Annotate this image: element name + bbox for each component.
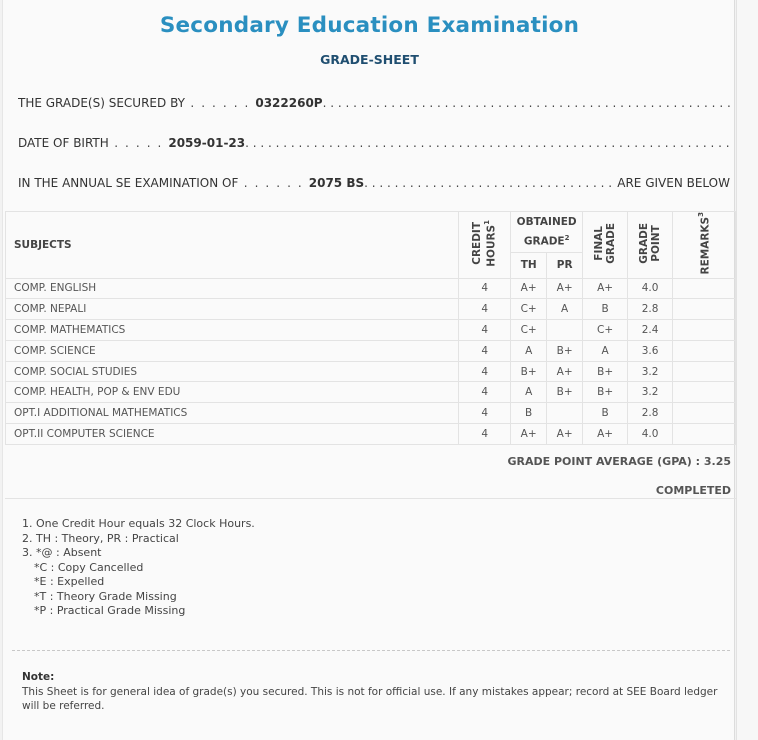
grades-table [5, 211, 736, 445]
footnote-item: *P : Practical Grade Missing [34, 604, 186, 617]
cell-credit: 4 [459, 278, 511, 299]
cell-th: C+ [511, 299, 547, 320]
cell-final: C+ [583, 320, 628, 341]
cell-final: B+ [583, 382, 628, 403]
footnotes [22, 517, 255, 619]
header-subjects: SUBJECTS [6, 212, 459, 279]
cell-subject: COMP. MATHEMATICS [6, 320, 459, 341]
cell-final: A+ [583, 424, 628, 445]
cell-remarks [673, 361, 736, 382]
cell-pr [547, 403, 583, 424]
cell-gp: 4.0 [628, 424, 673, 445]
cell-pr: B+ [547, 340, 583, 361]
cell-final: B+ [583, 361, 628, 382]
footnote-item: 1. One Credit Hour equals 32 Clock Hours. [22, 517, 255, 530]
cell-gp: 3.6 [628, 340, 673, 361]
header-pr: PR [547, 253, 583, 278]
table-row [6, 278, 736, 299]
cell-subject: COMP. HEALTH, POP & ENV EDU [6, 382, 459, 403]
cell-th: A [511, 340, 547, 361]
table-row [6, 424, 736, 445]
cell-gp: 3.2 [628, 361, 673, 382]
cell-remarks [673, 320, 736, 341]
secured-label: THE GRADE(S) SECURED BY [18, 96, 185, 110]
cell-pr: A+ [547, 361, 583, 382]
footnote-item: 3. *@ : Absent [22, 546, 102, 559]
cell-th: A [511, 382, 547, 403]
cell-final: A [583, 340, 628, 361]
cell-subject: COMP. SOCIAL STUDIES [6, 361, 459, 382]
table-row [6, 299, 736, 320]
exam-year: 2075 BS [308, 176, 365, 190]
footnote-item: *C : Copy Cancelled [34, 560, 144, 574]
disclaimer-note [22, 670, 722, 714]
exam-label: IN THE ANNUAL SE EXAMINATION OF [18, 176, 239, 190]
cell-subject: OPT.II COMPUTER SCIENCE [6, 424, 459, 445]
note-title: Note: [22, 671, 55, 683]
footnote-item: 2. TH : Theory, PR : Practical [22, 531, 179, 545]
info-dob: DATE OF BIRTH . . . . . 2059-01-23 . . . [18, 136, 730, 150]
cell-remarks [673, 278, 736, 299]
exam-tail: ARE GIVEN BELOW [617, 176, 730, 190]
table-row [6, 361, 736, 382]
cell-pr: A+ [547, 424, 583, 445]
cell-pr [547, 320, 583, 341]
cell-th: A+ [511, 278, 547, 299]
cell-credit: 4 [459, 424, 511, 445]
info-exam: IN THE ANNUAL SE EXAMINATION OF . . . . . . 2075 BS . . . ARE GIVEN BELOW [18, 176, 730, 190]
cell-final: A+ [583, 278, 628, 299]
symbol-number: 0322260P [255, 96, 323, 110]
cell-credit: 4 [459, 382, 511, 403]
cell-credit: 4 [459, 320, 511, 341]
cell-gp: 4.0 [628, 278, 673, 299]
cell-remarks [673, 403, 736, 424]
cell-gp: 2.8 [628, 299, 673, 320]
dob-label: DATE OF BIRTH [18, 136, 109, 150]
header-final-grade: FINAL GRADE [583, 212, 628, 279]
cell-subject: OPT.I ADDITIONAL MATHEMATICS [6, 403, 459, 424]
cell-credit: 4 [459, 340, 511, 361]
table-row [6, 320, 736, 341]
header-remarks: REMARKS$^3$ [673, 212, 736, 279]
cell-credit: 4 [459, 299, 511, 320]
table-row [6, 340, 736, 361]
cell-pr: A [547, 299, 583, 320]
page-title: Secondary Education Examination [159, 13, 580, 38]
cell-remarks [673, 299, 736, 320]
cell-pr: B+ [547, 382, 583, 403]
header-credit-hours: CREDIT HOURS$^1$ [459, 212, 511, 279]
cell-subject: COMP. ENGLISH [6, 278, 459, 299]
grade-sheet-page [2, 0, 735, 740]
dob-value: 2059-01-23 [168, 136, 246, 150]
page-subtitle: GRADE-SHEET [320, 52, 419, 67]
cell-gp: 3.2 [628, 382, 673, 403]
info-secured-by: THE GRADE(S) SECURED BY . . . . . . 0322260P . . . [18, 96, 730, 110]
cell-subject: COMP. NEPALI [6, 299, 459, 320]
page-scroll-area [736, 0, 758, 740]
divider [5, 498, 736, 499]
cell-credit: 4 [459, 403, 511, 424]
cell-th: C+ [511, 320, 547, 341]
dashed-divider [12, 650, 730, 651]
status-completed: COMPLETED [655, 484, 731, 497]
cell-final: B [583, 299, 628, 320]
cell-remarks [673, 340, 736, 361]
cell-remarks [673, 382, 736, 403]
header-th: TH [511, 253, 547, 278]
cell-subject: COMP. SCIENCE [6, 340, 459, 361]
footnote-item: *T : Theory Grade Missing [34, 589, 177, 603]
cell-pr: A+ [547, 278, 583, 299]
cell-final: B [583, 403, 628, 424]
cell-th: B+ [511, 361, 547, 382]
cell-gp: 2.8 [628, 403, 673, 424]
table-row [6, 382, 736, 403]
gpa-summary: GRADE POINT AVERAGE (GPA) : 3.25 [507, 455, 731, 468]
header-grade-point: GRADE POINT [628, 212, 673, 279]
cell-th: B [511, 403, 547, 424]
header-obtained-grade: OBTAINED GRADE$^2$ [511, 212, 583, 253]
footnote-item: *E : Expelled [34, 575, 105, 588]
note-text: This Sheet is for general idea of grade(s) you secured. This is not for official use. If any mistakes appear; record at SEE Board ledger will be referred. [22, 685, 718, 712]
cell-th: A+ [511, 424, 547, 445]
cell-remarks [673, 424, 736, 445]
cell-credit: 4 [459, 361, 511, 382]
table-row [6, 403, 736, 424]
cell-gp: 2.4 [628, 320, 673, 341]
